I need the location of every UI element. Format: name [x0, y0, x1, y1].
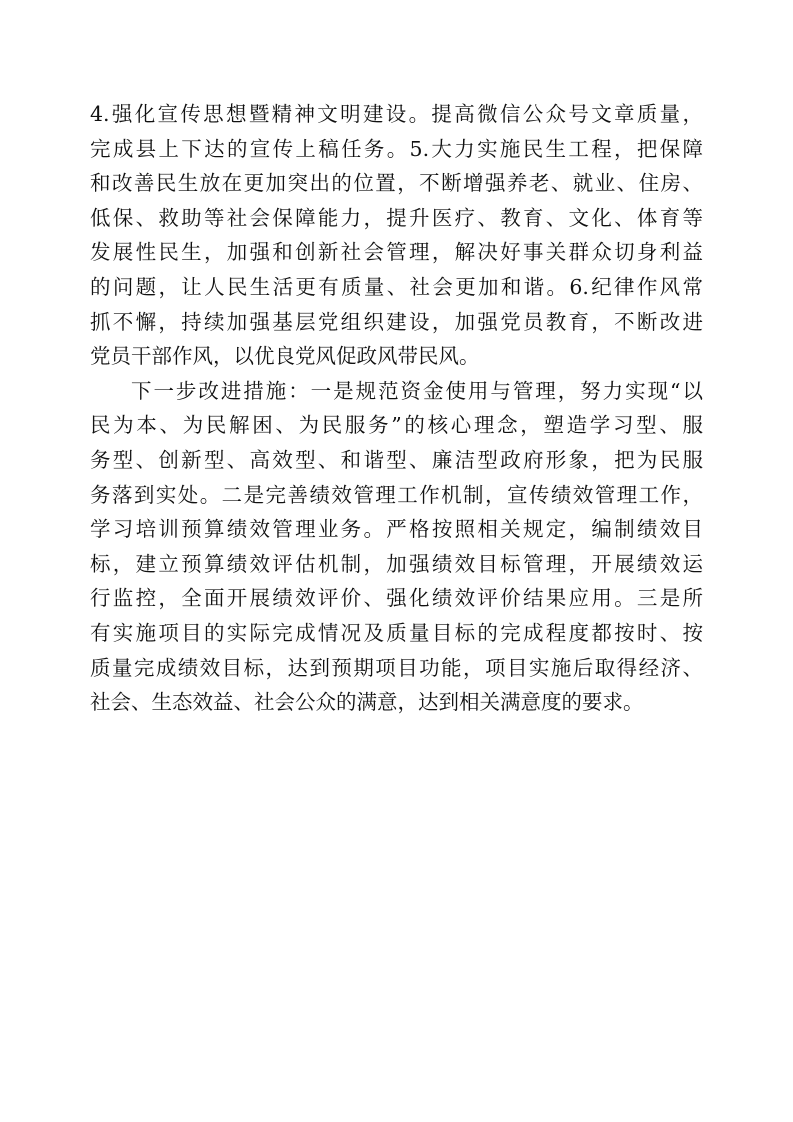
text-line: 低保、救助等社会保障能力，提升医疗、教育、文化、体育等 [90, 205, 703, 230]
text-line: 社会、生态效益、社会公众的满意，达到相关满意度的要求。 [90, 690, 644, 715]
document-page [90, 97, 703, 720]
text-line: 民为本、为民解困、为民服务”的核心理念，塑造学习型、服 [90, 413, 703, 438]
text-line: 质量完成绩效目标，达到预期项目功能，项目实施后取得经济、 [90, 655, 703, 680]
text-line: 行监控，全面开展绩效评价、强化绩效评价结果应用。三是所 [90, 586, 703, 611]
text-line: 有实施项目的实际完成情况及质量目标的完成程度都按时、按 [90, 620, 703, 645]
text-line: 的问题，让人民生活更有质量、社会更加和谐。6.纪律作风常 [90, 274, 703, 299]
text-line: 务落到实处。二是完善绩效管理工作机制，宣传绩效管理工作， [90, 482, 703, 507]
text-line: 4.强化宣传思想暨精神文明建设。提高微信公众号文章质量， [90, 102, 703, 126]
paragraph-1 [90, 97, 703, 374]
text-line: 党员干部作风，以优良党风促政风带民风。 [90, 344, 480, 369]
text-line: 完成县上下达的宣传上稿任务。5.大力实施民生工程，把保障 [90, 136, 703, 161]
text-line: 发展性民生，加强和创新社会管理，解决好事关群众切身利益 [90, 240, 703, 265]
paragraph-2 [90, 374, 703, 720]
text-line: 下一步改进措施：一是规范资金使用与管理，努力实现“以 [131, 378, 703, 403]
text-line: 抓不懈，持续加强基层党组织建设，加强党员教育，不断改进 [90, 309, 703, 334]
text-line: 学习培训预算绩效管理业务。严格按照相关规定，编制绩效目 [90, 517, 703, 542]
text-line: 和改善民生放在更加突出的位置，不断增强养老、就业、住房、 [90, 171, 703, 196]
text-line: 标，建立预算绩效评估机制，加强绩效目标管理，开展绩效运 [90, 551, 703, 576]
text-line: 务型、创新型、高效型、和谐型、廉洁型政府形象，把为民服 [90, 447, 703, 472]
